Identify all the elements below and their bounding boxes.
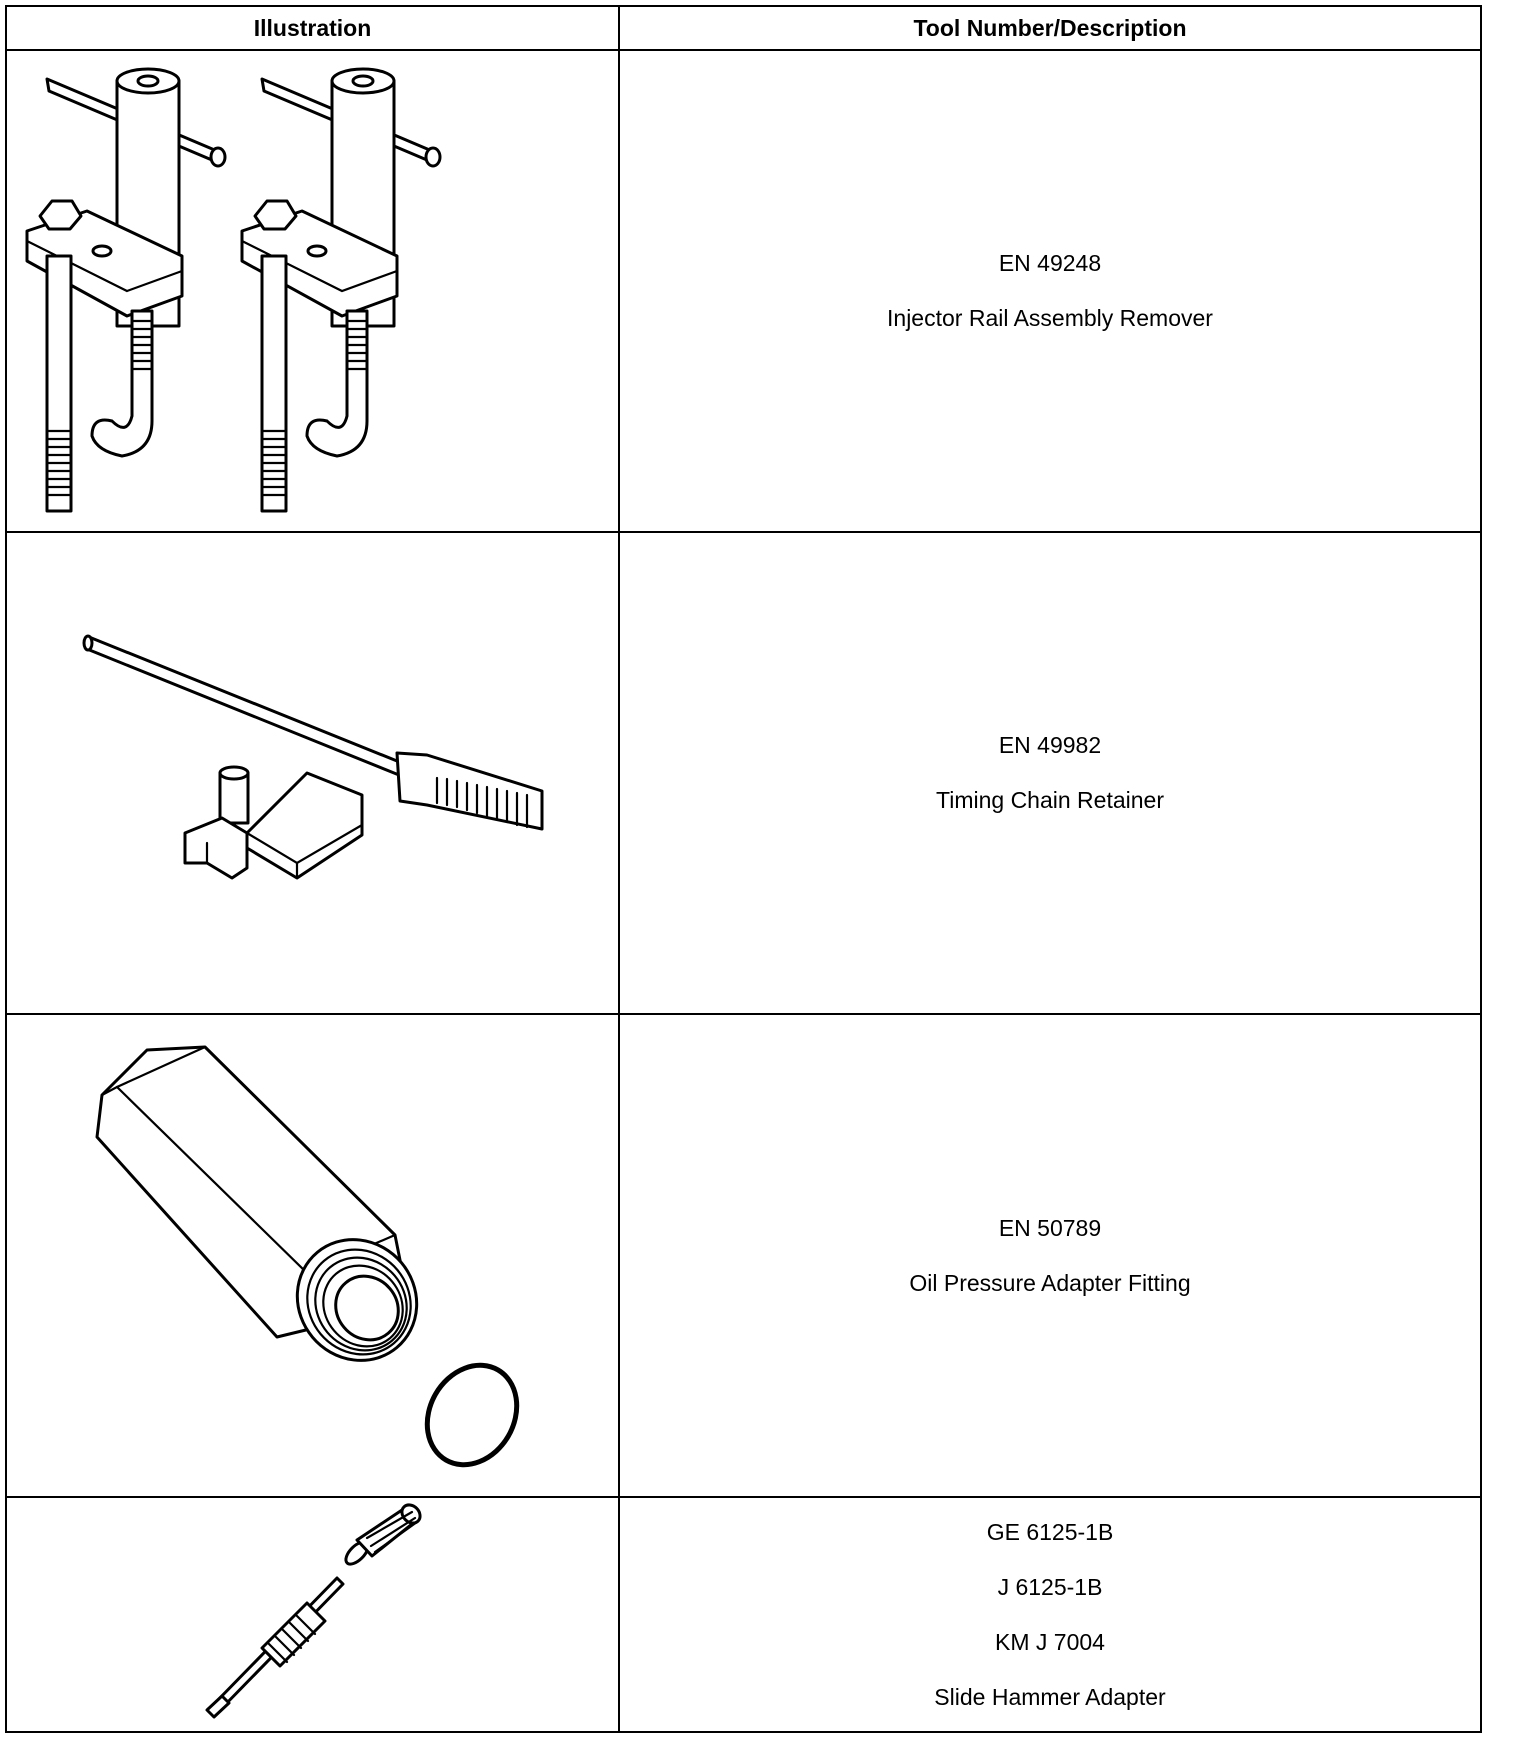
illustration-cell — [7, 1498, 618, 1731]
tool-description-cell — [620, 51, 1480, 531]
slide-hammer-adapter-illustration — [7, 1498, 618, 1731]
tool-description: Timing Chain Retainer — [936, 787, 1164, 813]
oil-pressure-adapter-illustration — [7, 1015, 618, 1496]
illustration-cell — [7, 1015, 618, 1496]
tool-description: Oil Pressure Adapter Fitting — [909, 1269, 1191, 1296]
header-illustration: Illustration — [253, 14, 372, 41]
tool-number: J 6125-1B — [997, 1573, 1103, 1600]
tool-description-cell — [620, 1015, 1480, 1496]
tool-description: Slide Hammer Adapter — [934, 1683, 1166, 1710]
timing-chain-retainer-illustration — [7, 533, 618, 1013]
header-tool-number: Tool Number/Description — [913, 14, 1187, 41]
tool-number: KM J 7004 — [995, 1628, 1105, 1655]
tool-number: EN 49248 — [998, 250, 1102, 276]
tool-description-cell — [620, 1498, 1480, 1731]
tool-number: GE 6125-1B — [986, 1518, 1114, 1545]
illustration-cell — [7, 51, 618, 531]
injector-rail-remover-illustration — [7, 51, 618, 531]
tool-description: Injector Rail Assembly Remover — [887, 305, 1213, 331]
tool-description-cell — [620, 533, 1480, 1013]
special-tools-table — [5, 5, 1482, 1733]
tool-number: EN 49982 — [998, 732, 1102, 758]
tool-number: EN 50789 — [998, 1214, 1102, 1241]
illustration-cell — [7, 533, 618, 1013]
